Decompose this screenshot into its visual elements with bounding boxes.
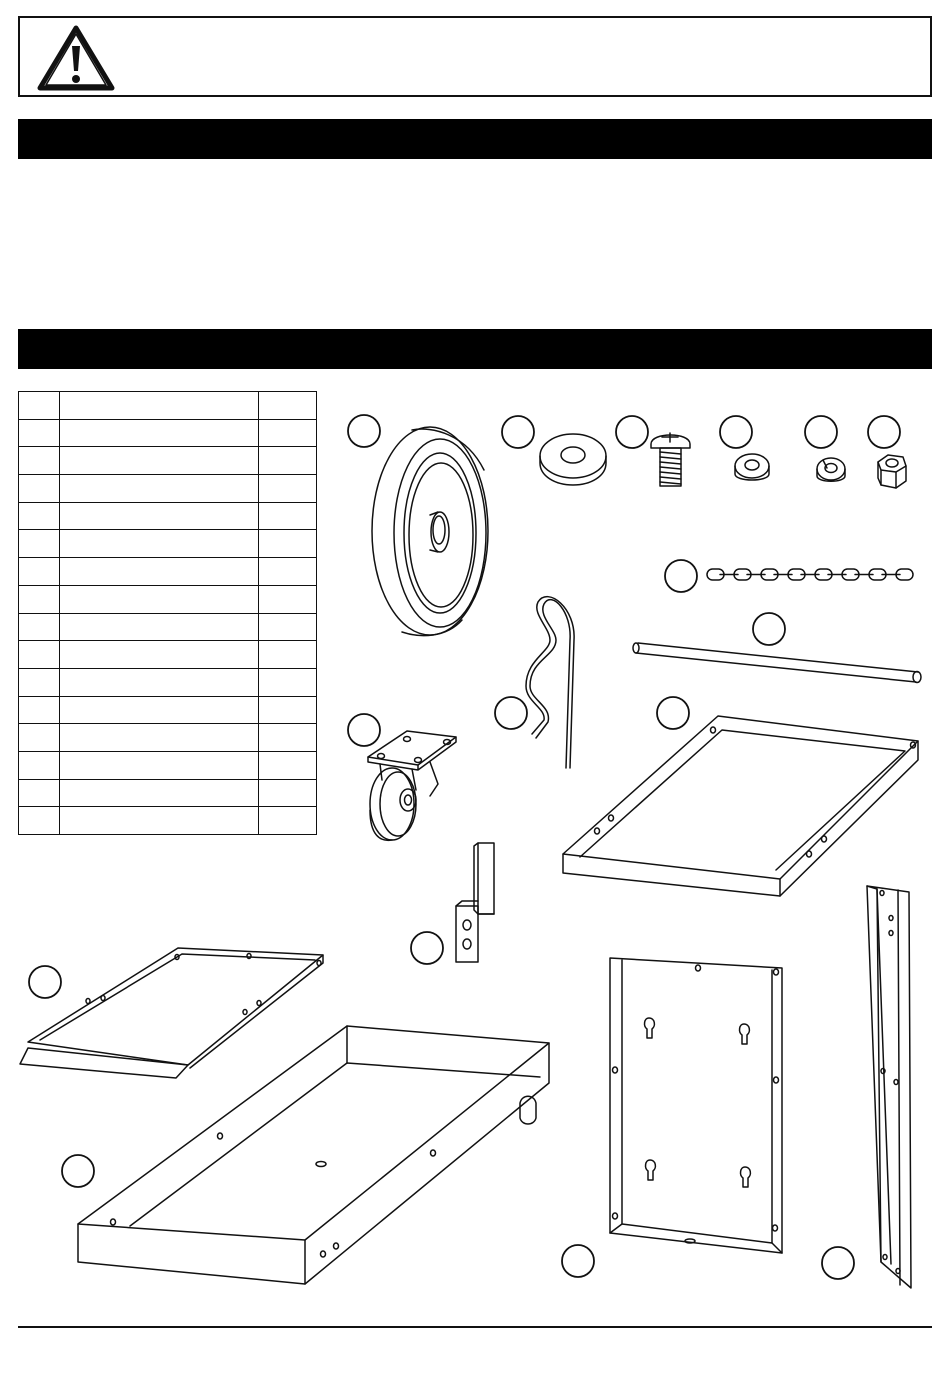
callout-circle bbox=[562, 1245, 594, 1277]
hex-nut-icon bbox=[878, 455, 906, 488]
callout-circle bbox=[753, 613, 785, 645]
side-rail-icon bbox=[867, 886, 911, 1288]
flat-washer-icon bbox=[540, 434, 606, 485]
callout-circles bbox=[29, 415, 900, 1279]
callout-circle bbox=[805, 416, 837, 448]
axle-rod-icon bbox=[633, 643, 921, 683]
back-panel-icon bbox=[610, 958, 782, 1253]
cotter-pin-icon bbox=[526, 597, 574, 768]
callout-circle bbox=[868, 416, 900, 448]
bottom-tray-icon bbox=[78, 1026, 549, 1284]
shelf-icon bbox=[20, 948, 323, 1078]
callout-circle bbox=[29, 966, 61, 998]
wheel-icon bbox=[372, 427, 488, 636]
callout-circle bbox=[616, 416, 648, 448]
callout-circle bbox=[348, 415, 380, 447]
footer-divider bbox=[18, 1326, 932, 1328]
lock-washer-icon bbox=[735, 454, 769, 480]
callout-circle bbox=[348, 714, 380, 746]
callout-circle bbox=[822, 1247, 854, 1279]
callout-circle bbox=[495, 697, 527, 729]
callout-circle bbox=[657, 697, 689, 729]
callout-circle bbox=[720, 416, 752, 448]
bracket-icon bbox=[456, 843, 494, 962]
top-tray-icon bbox=[563, 716, 918, 896]
callout-circle bbox=[665, 560, 697, 592]
callout-circle bbox=[411, 932, 443, 964]
split-lock-washer-icon bbox=[817, 458, 845, 481]
callout-circle bbox=[502, 416, 534, 448]
caster-icon bbox=[368, 731, 456, 840]
callout-circle bbox=[62, 1155, 94, 1187]
bolt-icon bbox=[651, 433, 690, 486]
chain-icon bbox=[707, 569, 913, 580]
